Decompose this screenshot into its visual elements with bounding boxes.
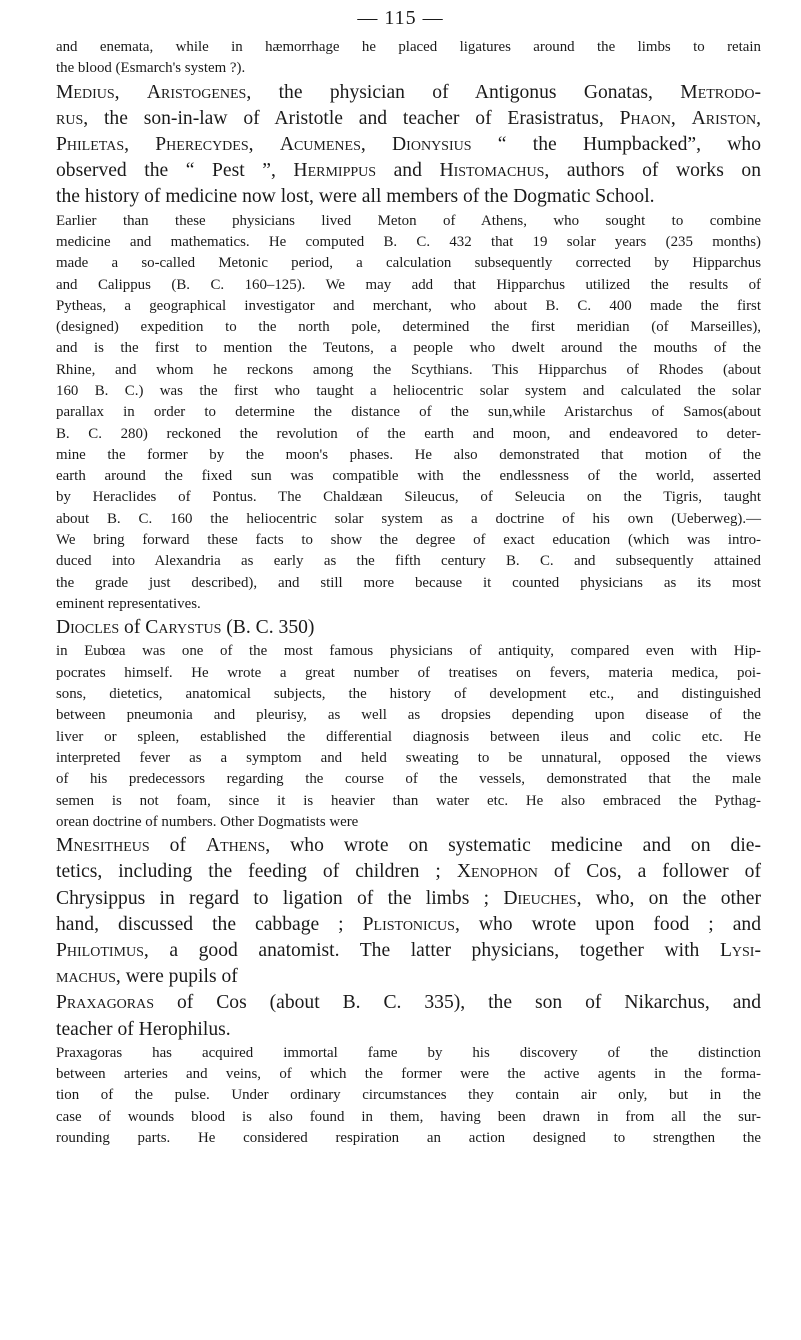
text-line: B. C. 280) reckoned the revolution of the earth and moon, and endeavored to deter-: [56, 425, 761, 442]
person-name: Aristogenes: [146, 81, 247, 103]
text-line: and is the first to mention the Teutons, a people who dwelt around the mouths of the: [56, 340, 761, 357]
page-number: — 115 —: [357, 7, 444, 29]
text-line: sons, dietetics, anatomical subjects, the history of development etc., and distinguished: [56, 686, 761, 703]
text-line: parallax in order to determine the distance of the sun,while Aristarchus of Samos(about: [56, 404, 761, 421]
person-name: rus: [56, 107, 84, 129]
person-name: Metrodo-: [680, 81, 762, 103]
text-line: between pneumonia and pleurisy, as well as dropsies depending upon disease of the: [56, 707, 761, 724]
text-line: by Heraclides of Pontus. The Chaldæan Sileucus, of Seleucia on the Tigris, taught: [56, 489, 761, 506]
text-line: liver or spleen, established the differential diagnosis between ileus and colic etc. He: [56, 728, 761, 745]
text-line: Praxagoras of Cos (about B. C. 335), the son of Nikarchus, and: [56, 992, 761, 1014]
text-line: Earlier than these physicians lived Meton of Athens, who sought to combine: [56, 212, 761, 229]
person-name: Hermippus: [293, 160, 377, 182]
text-line: eminent representatives.: [56, 595, 201, 612]
person-name: Diocles: [56, 617, 120, 639]
text-line: case of wounds blood is also found in them, having been drawn in from all the sur-: [56, 1108, 761, 1125]
person-name: Praxagoras: [56, 992, 155, 1014]
person-name: Medius: [56, 81, 115, 103]
dogmatic-school-heading: [56, 80, 761, 211]
text-line: semen is not foam, since it is heavier than water etc. He also embraced the Pythag-: [56, 792, 761, 809]
text-line: Diocles of Carystus (B. C. 350): [56, 617, 315, 639]
person-name: Xenophon: [456, 861, 538, 883]
text-line: the grade just described), and still more because it counted physicians as its most: [56, 574, 761, 591]
other-dogmatists-heading: [56, 833, 761, 990]
person-name: machus: [56, 966, 116, 988]
text-line: and Calippus (B. C. 160–125). We may add that Hipparchus utilized the results of: [56, 276, 761, 293]
text-line: Medius, Aristogenes, the physician of Antigonus Gonatas, Metrodo-: [56, 81, 762, 103]
person-name: Acumenes: [279, 134, 361, 155]
person-name: Ariston: [691, 107, 757, 129]
text-line: tion of the pulse. Under ordinary circumstances they contain air only, but in the: [56, 1087, 761, 1104]
text-line: rounding parts. He considered respiration an action designed to strengthen the: [56, 1129, 761, 1146]
text-line: teacher of Herophilus.: [56, 1018, 231, 1040]
person-name: Lysi-: [719, 939, 761, 961]
person-name: Histomachus: [439, 160, 545, 182]
place-name: Carystus: [145, 617, 222, 639]
text-line: medicine and mathematics. He computed B. C. 432 that 19 solar years (235 months): [56, 233, 761, 250]
text-line: interpreted fever as a symptom and held sweating to be unnatural, opposed the views: [56, 749, 761, 766]
praxagoras-heading: [56, 990, 761, 1042]
text-line: the blood (Esmarch's system ?).: [56, 60, 246, 77]
text-line: made a so-called Metonic period, a calculation subsequently corrected by Hipparchus: [56, 255, 761, 272]
text-line: Pytheas, a geographical investigator and merchant, who about B. C. 400 made the first: [56, 297, 761, 314]
text-line: Chrysippus in regard to ligation of the limbs ; Dieuches, who, on the other: [56, 887, 761, 909]
diocles-heading: [56, 615, 761, 641]
text-line: hand, discussed the cabbage ; Plistonicus, who wrote upon food ; and: [56, 913, 762, 935]
person-name: Pherecydes: [155, 134, 249, 155]
text-line: between arteries and veins, of which the former were the active agents in the forma-: [56, 1066, 761, 1083]
text-column: [56, 37, 761, 1149]
text-line: Philetas, Pherecydes, Acumenes, Dionysius “ the Humpbacked”, who: [56, 134, 762, 155]
person-name: Philotimus: [56, 939, 144, 961]
text-line: observed the “ Pest ”, Hermippus and Histomachus, authors of works on: [56, 160, 761, 182]
person-name: Dieuches: [503, 887, 577, 909]
text-line: (designed) expedition to the north pole, determined the first meridian (of Marseilles),: [56, 319, 761, 336]
text-line: in Eubœa was one of the most famous physicians of antiquity, compared even with Hip-: [56, 643, 761, 660]
text-line: and enemata, while in hæmorrhage he placed ligatures around the limbs to retain: [56, 39, 761, 55]
person-name: Mnesitheus: [56, 835, 150, 857]
text-line: Philotimus, a good anatomist. The latter physicians, together with Lysi-: [56, 939, 761, 961]
text-line: 160 B. C.) was the first who taught a heliocentric solar system and calculated the solar: [56, 382, 761, 399]
text-line: pocrates himself. He wrote a great number of treatises on fevers, materia medica, poi-: [56, 664, 761, 681]
text-line: mine the former by the moon's phases. He also demonstrated that motion of the: [56, 446, 761, 463]
text-line: Mnesitheus of Athens, who wrote on systematic medicine and on die-: [56, 835, 761, 857]
paragraph-praxagoras: [56, 1043, 761, 1149]
person-name: Plistonicus: [362, 913, 455, 935]
text-line: orean doctrine of numbers. Other Dogmatists were: [56, 813, 359, 830]
text-line: Rhine, and whom he reckons among the Scythians. This Hipparchus of Rhodes (about: [56, 361, 761, 378]
paragraph-meton: [56, 211, 761, 616]
person-name: Dionysius: [392, 134, 472, 155]
text-line: earth around the fixed sun was compatible with the endlessness of the world, asserted: [56, 468, 761, 485]
text-line: rus, the son-in-law of Aristotle and teacher of Erasistratus, Phaon, Ariston,: [56, 107, 762, 129]
person-name: Phaon: [619, 107, 671, 129]
place-name: Athens: [205, 835, 266, 857]
person-name: Philetas: [56, 134, 125, 155]
paragraph-continuation: [56, 37, 761, 80]
text-line: the history of medicine now lost, were all members of the Dogmatic School.: [56, 186, 655, 208]
text-line: machus, were pupils of: [56, 966, 238, 988]
text-line: Praxagoras has acquired immortal fame by his discovery of the distinction: [56, 1044, 761, 1061]
text-line: We bring forward these facts to show the degree of exact education (which was intro-: [56, 532, 761, 549]
text-line: about B. C. 160 the heliocentric solar system as a doctrine of his own (Ueberweg).—: [56, 510, 761, 527]
paragraph-diocles: [56, 641, 761, 833]
text-line: of his predecessors regarding the course of the vessels, demonstrated that the male: [56, 771, 761, 788]
text-line: tetics, including the feeding of children ; Xenophon of Cos, a follower of: [56, 861, 761, 883]
text-line: duced into Alexandria as early as the fifth century B. C. and subsequently attained: [56, 553, 761, 570]
